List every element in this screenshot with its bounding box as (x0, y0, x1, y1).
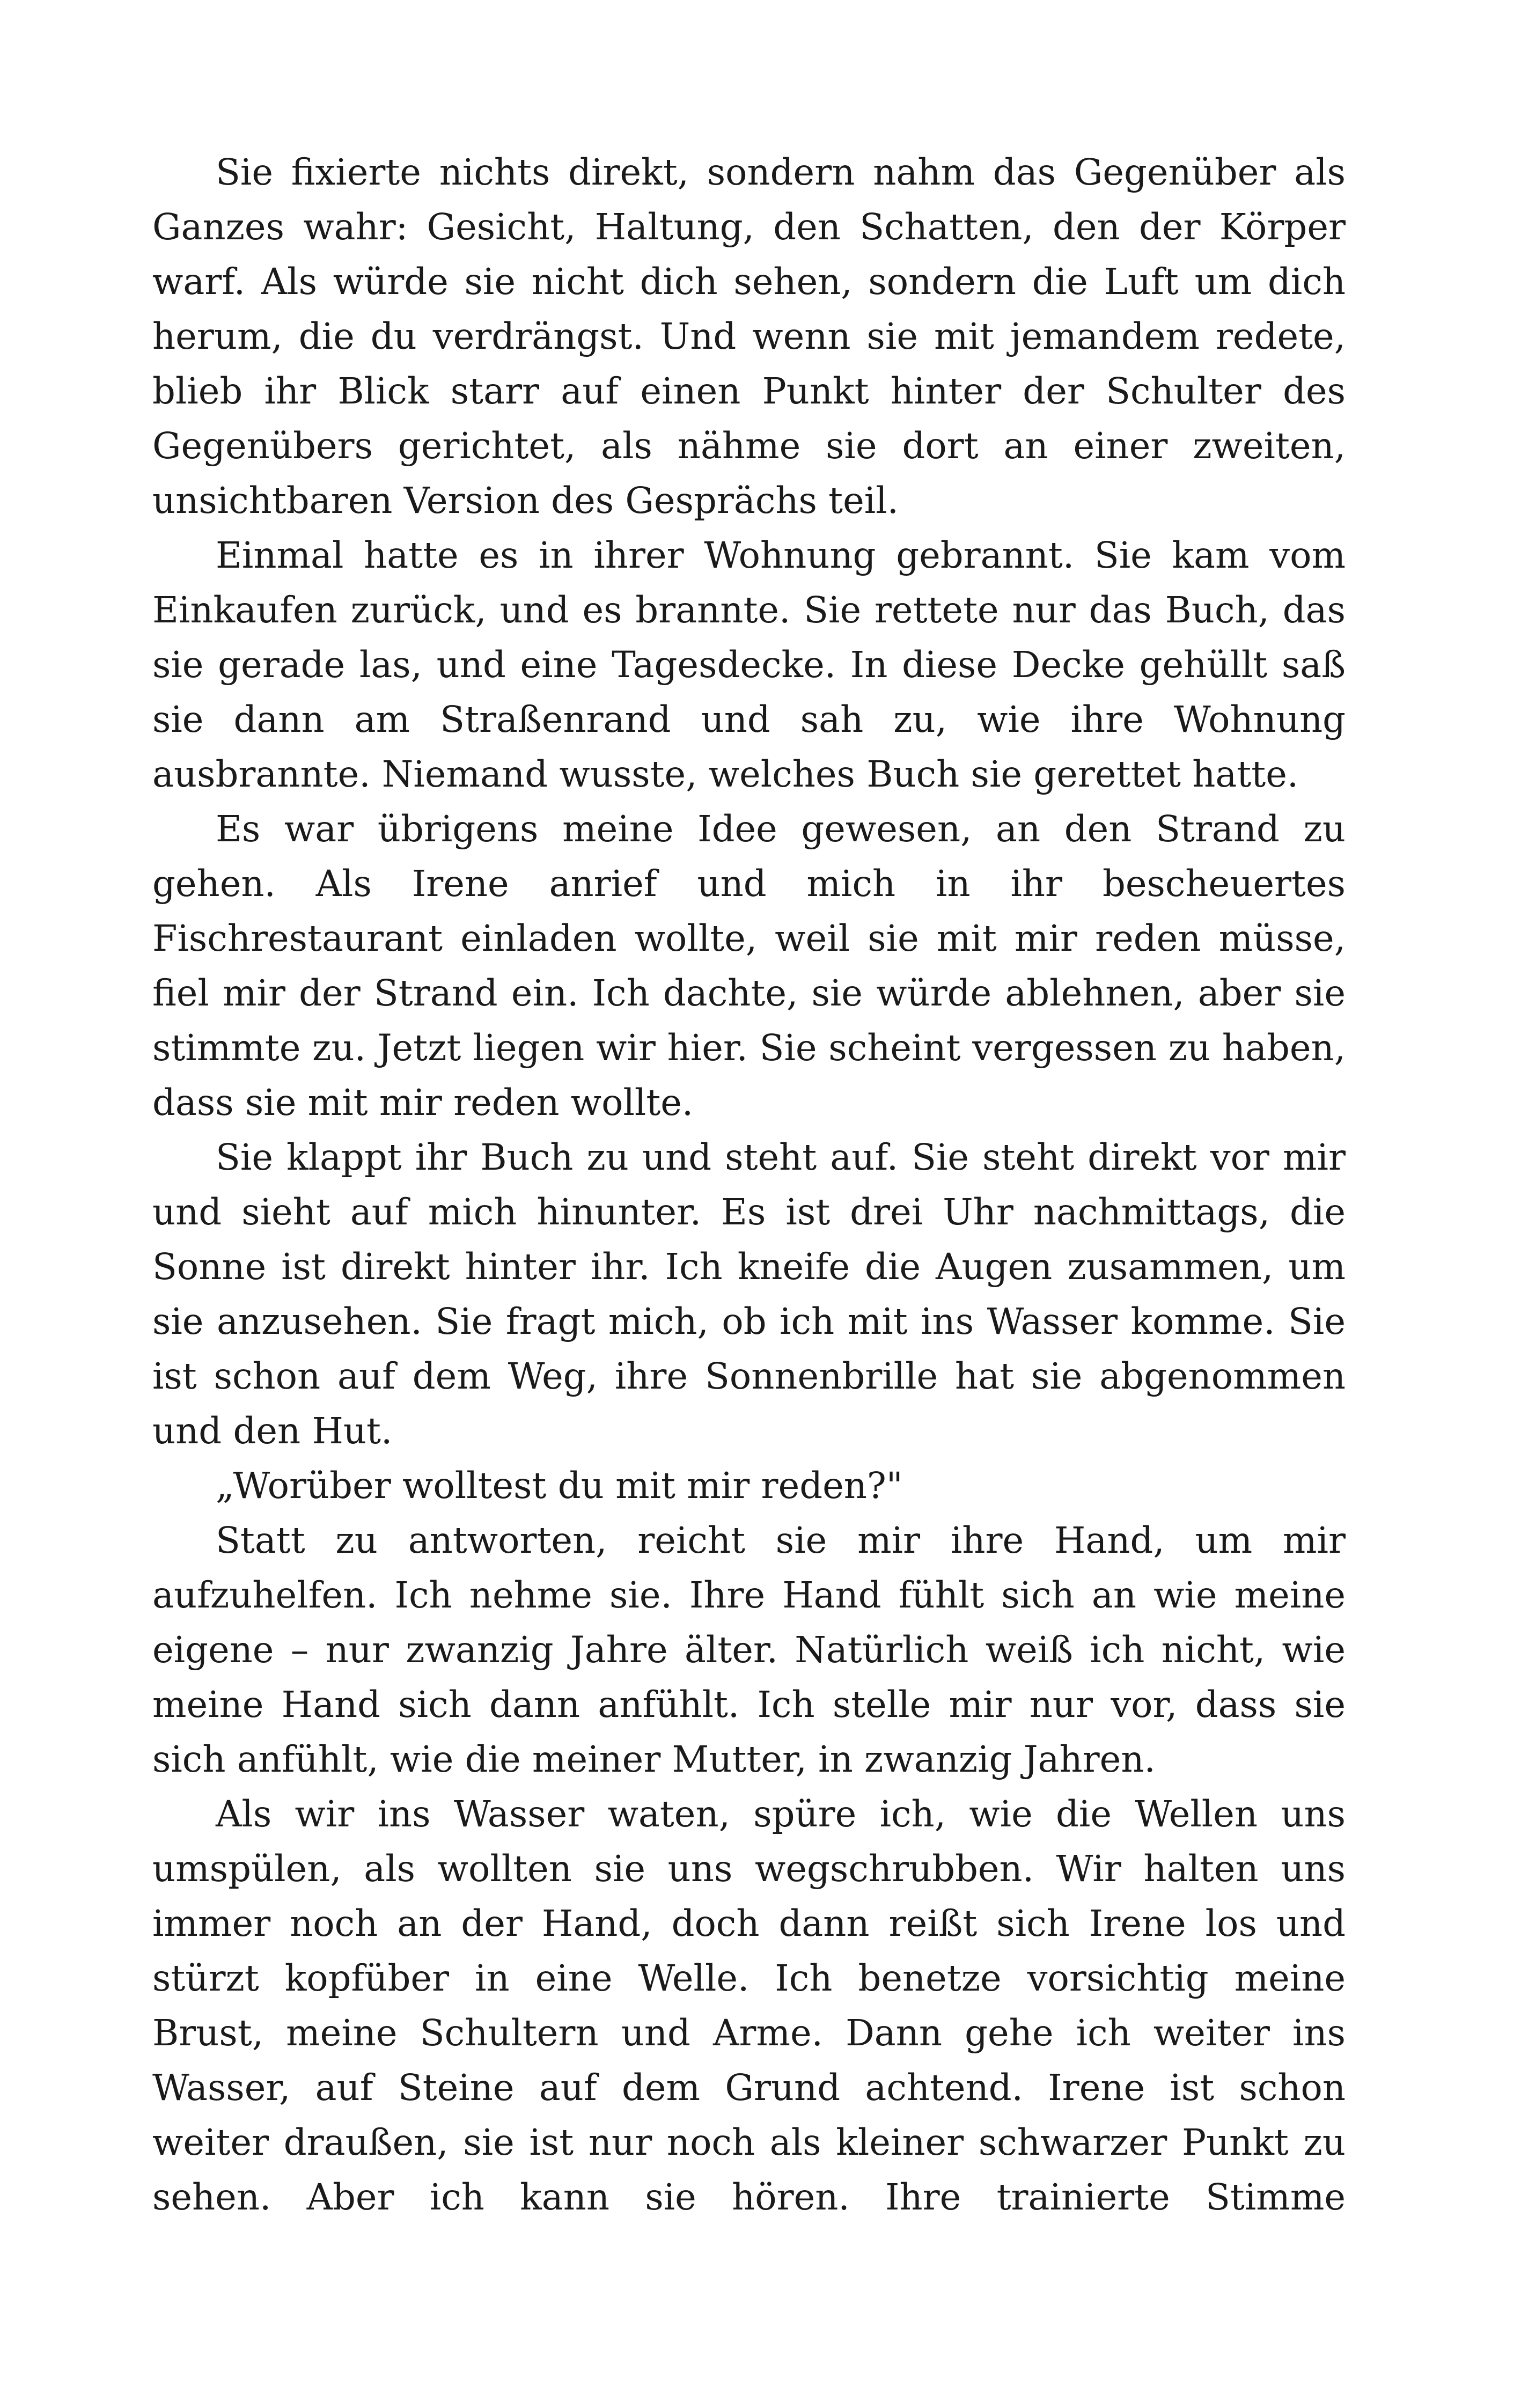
paragraph: Statt zu antworten, reicht sie mir ihre Hand, um mir aufzuhelfen. Ich nehme sie. Ihre Hand fühlt sich an wie meine eigene – nur zwanzig Jahre älter. Natürlich weiß ich nicht, wie meine Hand sich dann anfühlt. Ich stelle mir nur vor, dass sie sich anfühlt, wie die meiner Mutter, in zwanzig Jahren. (152, 1519, 1346, 1780)
paragraph: Als wir ins Wasser waten, spüre ich, wie die Wellen uns umspülen, als wollten sie uns wegschrubben. Wir halten uns immer noch an der Hand, doch dann reißt sich Irene los und stürzt kopfüber in eine Welle. Ich benetze vorsichtig meine Brust, meine Schultern und Arme. Dann gehe ich weiter ins Wasser, auf Steine auf dem Grund achtend. Irene ist schon weiter draußen, sie ist nur noch als kleiner schwarzer Punkt zu sehen. Aber ich kann sie hören. Ihre trainierte Stimme (152, 1793, 1346, 2218)
paragraph: Einmal hatte es in ihrer Wohnung gebrannt. Sie kam vom Einkaufen zurück, und es brannte. Sie rettete nur das Buch, das sie gerade las, und eine Tagesdecke. In diese Decke gehüllt saß sie dann am Straßenrand und sah zu, wie ihre Wohnung ausbrannte. Niemand wusste, welches Buch sie gerettet hatte. (152, 534, 1346, 795)
paragraph: Es war übrigens meine Idee gewesen, an den Strand zu gehen. Als Irene anrief und mich in ihr bescheuertes Fischrestaurant einladen wollte, weil sie mit mir reden müsse, fiel mir der Strand ein. Ich dachte, sie würde ablehnen, aber sie stimmte zu. Jetzt liegen wir hier. Sie scheint vergessen zu haben, dass sie mit mir reden wollte. (152, 808, 1346, 1124)
paragraph: „Worüber wolltest du mit mir reden?" (216, 1465, 903, 1507)
paragraph: Sie klappt ihr Buch zu und steht auf. Sie steht direkt vor mir und sieht auf mich hinunter. Es ist drei Uhr nachmittags, die Sonne ist direkt hinter ihr. Ich kneife die Augen zusammen, um sie anzusehen. Sie fragt mich, ob ich mit ins Wasser komme. Sie ist schon auf dem Weg, ihre Sonnenbrille hat sie abgenommen und den Hut. (152, 1136, 1346, 1452)
body-text (152, 145, 1346, 2225)
paragraph: Sie fixierte nichts direkt, sondern nahm das Gegenüber als Ganzes wahr: Gesicht, Haltung, den Schatten, den der Körper warf. Als würde sie nicht dich sehen, sondern die Luft um dich herum, die du verdrängst. Und wenn sie mit jemandem redete, blieb ihr Blick starr auf einen Punkt hinter der Schulter des Gegenübers gerichtet, als nähme sie dort an einer zweiten, unsichtbaren Version des Gesprächs teil. (152, 151, 1346, 522)
